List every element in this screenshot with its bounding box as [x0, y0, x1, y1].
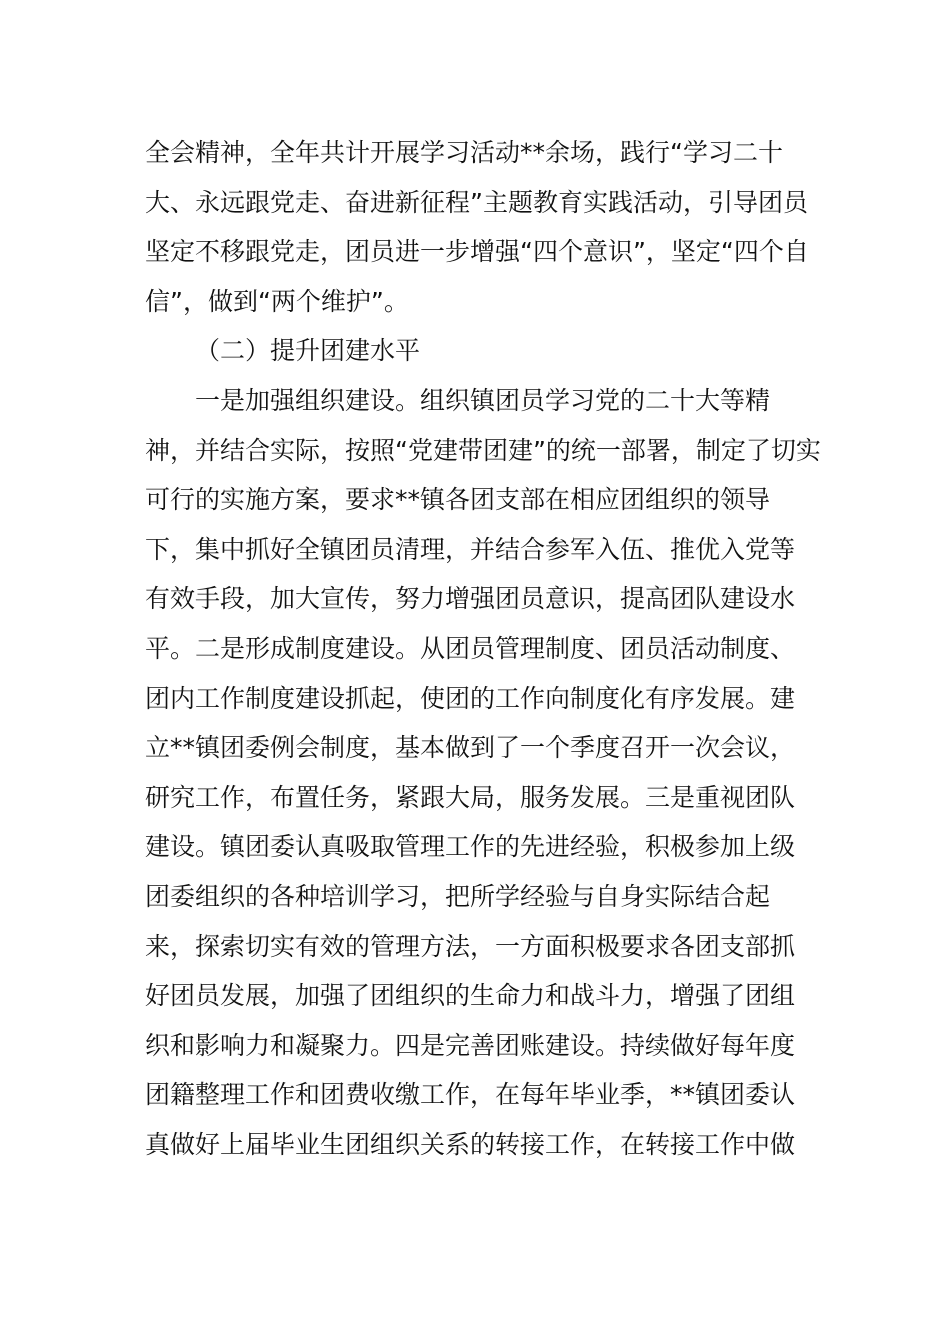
- text-line: 团籍整理工作和团费收缴工作，在每年毕业季，**镇团委认: [145, 1080, 796, 1110]
- text-line: 坚定不移跟党走，团员进一步增强“四个意识”，坚定“四个自: [145, 237, 809, 267]
- text-line: 有效手段，加大宣传，努力增强团员意识，提高团队建设水: [145, 584, 796, 614]
- text-line: 平。二是形成制度建设。从团员管理制度、团员活动制度、: [145, 633, 796, 663]
- body-text: [145, 128, 821, 1169]
- text-line: 好团员发展，加强了团组织的生命力和战斗力，增强了团组: [145, 981, 796, 1011]
- text-line: 信”，做到“两个维护”。: [145, 286, 409, 316]
- text-line: 大、永远跟党走、奋进新征程”主题教育实践活动，引导团员: [145, 187, 808, 217]
- text-line: 研究工作，布置任务，紧跟大局，服务发展。三是重视团队: [145, 782, 796, 812]
- text-line: 团委组织的各种培训学习，把所学经验与自身实际结合起: [145, 881, 771, 911]
- text-line: 立**镇团委例会制度，基本做到了一个季度召开一次会议，: [145, 733, 796, 763]
- text-line: 真做好上届毕业生团组织关系的转接工作，在转接工作中做: [145, 1129, 796, 1159]
- paragraph-first-line: 一是加强组织建设。组织镇团员学习党的二十大等精: [195, 385, 771, 415]
- text-line: 来，探索切实有效的管理方法，一方面积极要求各团支部抓: [145, 931, 796, 961]
- section-heading: （二）提升团建水平: [195, 336, 421, 366]
- text-line: 织和影响力和凝聚力。四是完善团账建设。持续做好每年度: [145, 1030, 796, 1060]
- text-line: 可行的实施方案，要求**镇各团支部在相应团组织的领导: [145, 485, 771, 515]
- text-line: 团内工作制度建设抓起，使团的工作向制度化有序发展。建: [145, 683, 796, 713]
- text-line: 全会精神，全年共计开展学习活动**余场，践行“学习二十: [145, 138, 783, 167]
- text-line: 下，集中抓好全镇团员清理，并结合参军入伍、推优入党等: [145, 534, 796, 564]
- text-line: 神，并结合实际，按照“党建带团建”的统一部署，制定了切实: [145, 435, 821, 465]
- text-line: 建设。镇团委认真吸取管理工作的先进经验，积极参加上级: [145, 832, 796, 862]
